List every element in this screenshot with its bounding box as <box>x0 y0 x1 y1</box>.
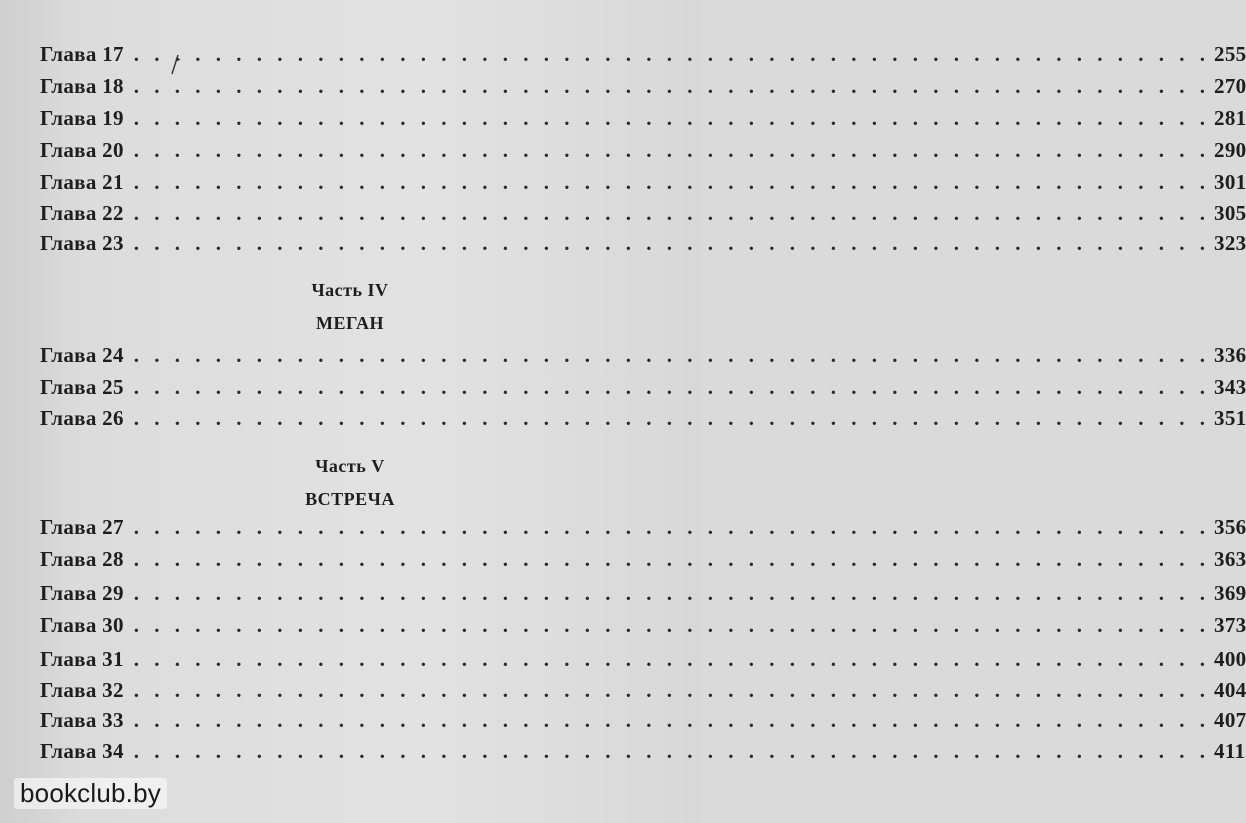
page-number: 281 <box>1214 106 1246 130</box>
toc-entry <box>40 375 1246 403</box>
toc-entry <box>40 547 1246 575</box>
part-number: Часть IV <box>311 280 389 300</box>
dot-leader: . . . . . . . . . . . . . . . . . . . . . . . . . . . . . . . . . . . . . . . . . . . . . . . . . . . . . <box>133 647 1211 671</box>
part-number: Часть V <box>315 456 385 476</box>
page-number: 400 <box>1214 647 1246 671</box>
part-title: ВСТРЕЧА <box>305 489 395 509</box>
watermark: bookclub.by <box>14 778 167 809</box>
page-number: 290 <box>1214 138 1246 162</box>
dot-leader: . . . . . . . . . . . . . . . . . . . . . . . . . . . . . . . . . . . . . . . . . . . . . . . . . . . . . <box>133 739 1211 763</box>
dot-leader: . . . . . . . . . . . . . . . . . . . . . . . . . . . . . . . . . . . . . . . . . . . . . . . . . . . . . <box>133 201 1211 225</box>
page-number: 407 <box>1214 708 1246 732</box>
page-number: 356 <box>1214 515 1246 539</box>
toc-entry <box>40 201 1246 229</box>
toc-entry <box>40 647 1246 675</box>
page-number: 305 <box>1214 201 1246 225</box>
dot-leader: . . . . . . . . . . . . . . . . . . . . . . . . . . . . . . . . . . . . . . . . . . . . . . . . . . . . . <box>133 42 1211 66</box>
toc-entry <box>40 515 1246 543</box>
chapter-label: Глава 34 <box>40 739 124 763</box>
toc-entry <box>40 406 1246 434</box>
page-number: 323 <box>1214 231 1246 255</box>
chapter-label: Глава 28 <box>40 547 124 571</box>
dot-leader: . . . . . . . . . . . . . . . . . . . . . . . . . . . . . . . . . . . . . . . . . . . . . . . . . . . . . <box>133 581 1211 605</box>
chapter-label: Глава 25 <box>40 375 124 399</box>
chapter-label: Глава 27 <box>40 515 124 539</box>
dot-leader: . . . . . . . . . . . . . . . . . . . . . . . . . . . . . . . . . . . . . . . . . . . . . . . . . . . . . <box>133 708 1211 732</box>
dot-leader: . . . . . . . . . . . . . . . . . . . . . . . . . . . . . . . . . . . . . . . . . . . . . . . . . . . . . <box>133 375 1211 399</box>
toc-entry <box>40 74 1246 102</box>
toc-entry <box>40 42 1246 70</box>
chapter-label: Глава 29 <box>40 581 124 605</box>
dot-leader: . . . . . . . . . . . . . . . . . . . . . . . . . . . . . . . . . . . . . . . . . . . . . . . . . . . . . <box>133 343 1211 367</box>
chapter-label: Глава 26 <box>40 406 124 430</box>
toc-entry <box>40 343 1246 371</box>
page-number: 301 <box>1214 170 1246 194</box>
chapter-label: Глава 32 <box>40 678 124 702</box>
toc-entry <box>40 739 1246 767</box>
dot-leader: . . . . . . . . . . . . . . . . . . . . . . . . . . . . . . . . . . . . . . . . . . . . . . . . . . . . . <box>133 74 1211 98</box>
dot-leader: . . . . . . . . . . . . . . . . . . . . . . . . . . . . . . . . . . . . . . . . . . . . . . . . . . . . . <box>133 106 1211 130</box>
page-number: 404 <box>1214 678 1246 702</box>
dot-leader: . . . . . . . . . . . . . . . . . . . . . . . . . . . . . . . . . . . . . . . . . . . . . . . . . . . . . <box>133 678 1211 702</box>
page-number: 255 <box>1214 42 1246 66</box>
page-number: 369 <box>1214 581 1246 605</box>
part-title: МЕГАН <box>316 313 384 333</box>
chapter-label: Глава 21 <box>40 170 124 194</box>
page-number: 351 <box>1214 406 1246 430</box>
dot-leader: . . . . . . . . . . . . . . . . . . . . . . . . . . . . . . . . . . . . . . . . . . . . . . . . . . . . . <box>133 613 1211 637</box>
dot-leader: . . . . . . . . . . . . . . . . . . . . . . . . . . . . . . . . . . . . . . . . . . . . . . . . . . . . . <box>133 231 1211 255</box>
toc-entry <box>40 613 1246 641</box>
chapter-label: Глава 30 <box>40 613 124 637</box>
dot-leader: . . . . . . . . . . . . . . . . . . . . . . . . . . . . . . . . . . . . . . . . . . . . . . . . . . . . . <box>133 170 1211 194</box>
toc-entry <box>40 106 1246 134</box>
toc-entry <box>40 581 1246 609</box>
chapter-label: Глава 20 <box>40 138 124 162</box>
chapter-label: Глава 22 <box>40 201 124 225</box>
chapter-label: Глава 19 <box>40 106 124 130</box>
chapter-label: Глава 23 <box>40 231 124 255</box>
page-number: 343 <box>1214 375 1246 399</box>
page-number: 411 <box>1214 739 1246 763</box>
chapter-label: Глава 17 <box>40 42 124 66</box>
toc-entry <box>40 138 1246 166</box>
chapter-label: Глава 24 <box>40 343 124 367</box>
chapter-label: Глава 18 <box>40 74 124 98</box>
toc-entry <box>40 708 1246 736</box>
dot-leader: . . . . . . . . . . . . . . . . . . . . . . . . . . . . . . . . . . . . . . . . . . . . . . . . . . . . . <box>133 547 1211 571</box>
toc-entry <box>40 231 1246 259</box>
page-number: 336 <box>1214 343 1246 367</box>
pen-mark <box>168 54 182 76</box>
dot-leader: . . . . . . . . . . . . . . . . . . . . . . . . . . . . . . . . . . . . . . . . . . . . . . . . . . . . . <box>133 515 1211 539</box>
dot-leader: . . . . . . . . . . . . . . . . . . . . . . . . . . . . . . . . . . . . . . . . . . . . . . . . . . . . . <box>133 406 1211 430</box>
page-number: 270 <box>1214 74 1246 98</box>
toc-entry <box>40 170 1246 198</box>
page-number: 373 <box>1214 613 1246 637</box>
page-number: 363 <box>1214 547 1246 571</box>
chapter-label: Глава 31 <box>40 647 124 671</box>
toc-entry <box>40 678 1246 706</box>
dot-leader: . . . . . . . . . . . . . . . . . . . . . . . . . . . . . . . . . . . . . . . . . . . . . . . . . . . . . <box>133 138 1211 162</box>
chapter-label: Глава 33 <box>40 708 124 732</box>
